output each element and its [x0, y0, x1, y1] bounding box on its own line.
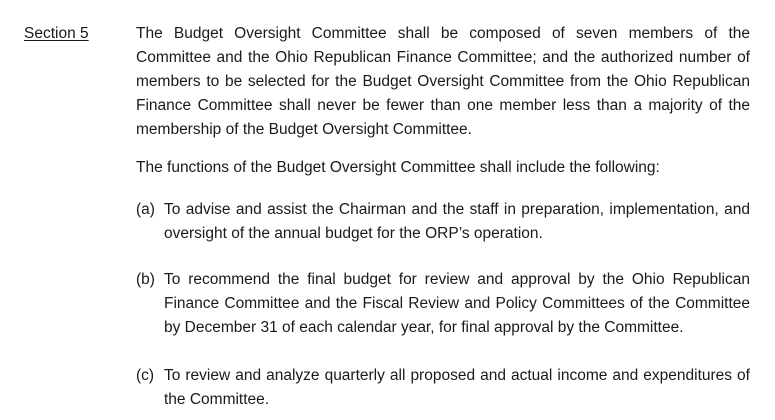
list-item-b [136, 268, 750, 340]
list-item-a [136, 198, 750, 246]
list-item-text: To review and analyze quarterly all proposed and actual income and expenditures of the Committee. [164, 367, 750, 408]
list-item-label: (a) [136, 201, 155, 218]
list-item-text: To recommend the final budget for review and approval by the Ohio Republican Finance Committee and the Fiscal Review and Policy Committees of the Committee by December 31 of each calendar year, for final approval by the Committee. [164, 271, 750, 336]
section-paragraph-functions-intro: The functions of the Budget Oversight Committee shall include the following: [136, 159, 660, 176]
section-paragraph-composition: The Budget Oversight Committee shall be composed of seven members of the Committee and the Ohio Republican Finance Committee; and the authorized number of members to be selected for the Budget Oversight Committee from the Ohio Republican Finance Committee shall never be fewer than one member less than a majority of the membership of the Budget Oversight Committee. [136, 25, 750, 138]
list-item-label: (c) [136, 367, 155, 384]
list-item-label: (b) [136, 271, 155, 288]
list-item-c [136, 364, 750, 412]
section-heading: Section 5 [24, 25, 89, 42]
list-item-text: To advise and assist the Chairman and the staff in preparation, implementation, and oversight of the annual budget for the ORP’s operation. [164, 201, 750, 242]
